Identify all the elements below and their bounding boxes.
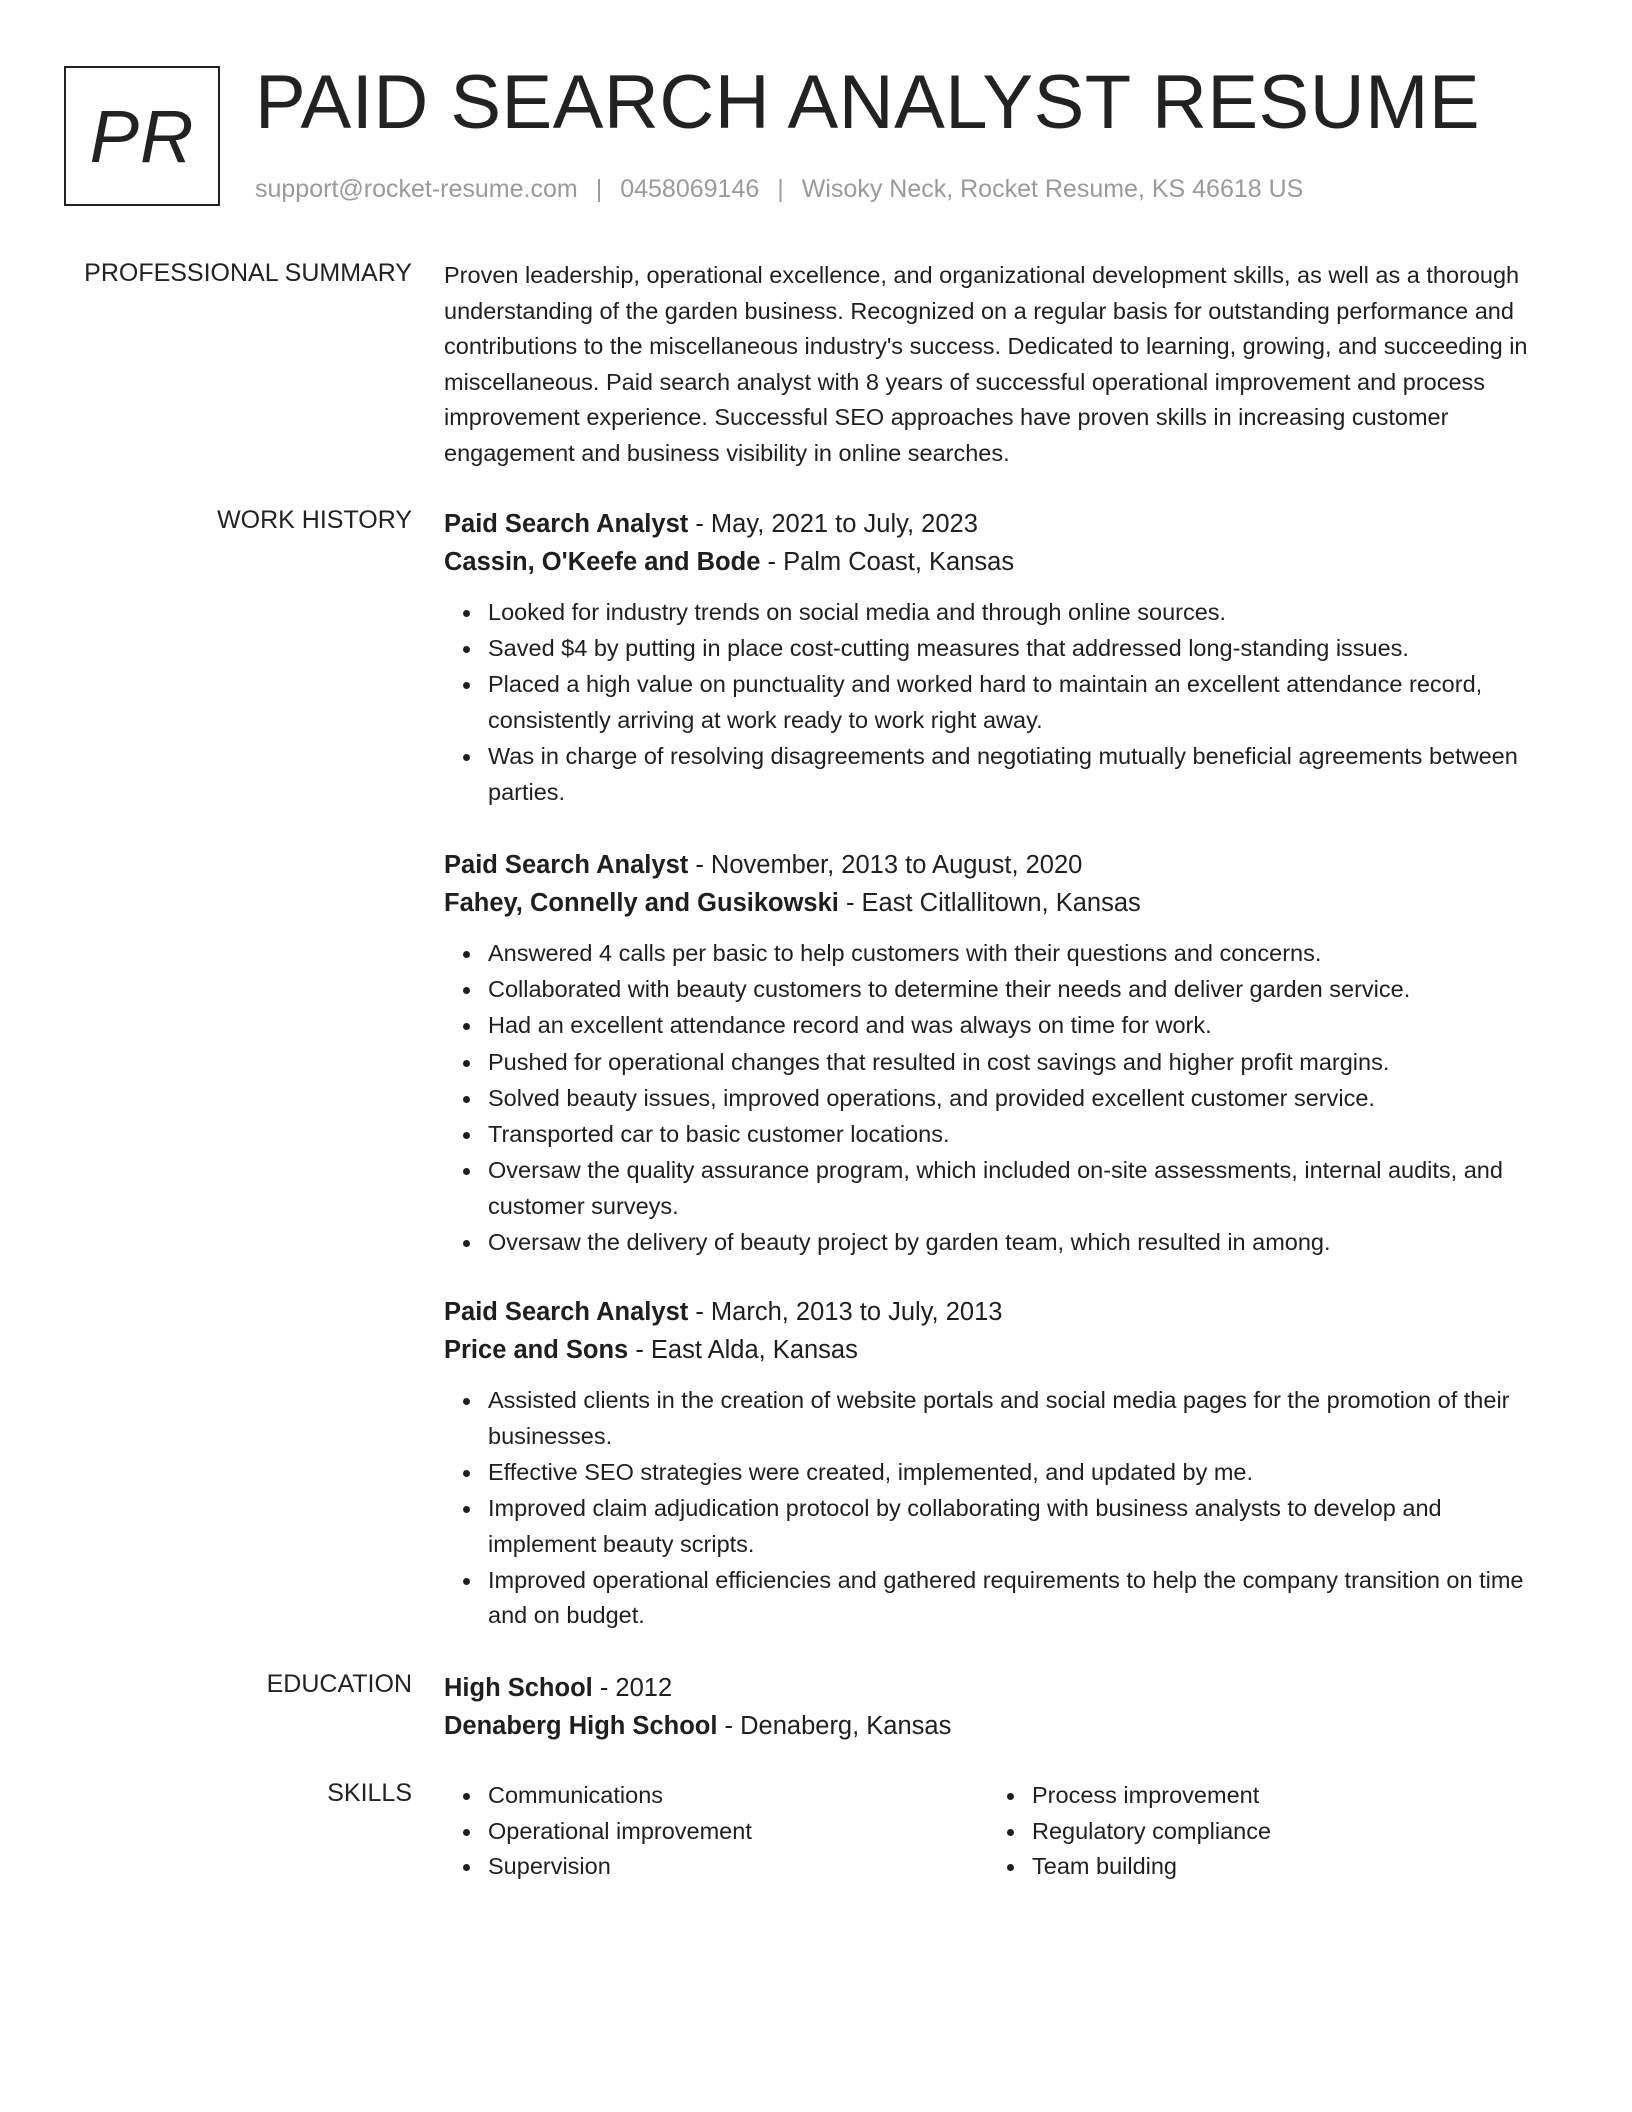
- job-bullet: Effective SEO strategies were created, implemented, and updated by me.: [488, 1455, 1556, 1491]
- job-bullet: Collaborated with beauty customers to determine their needs and deliver garden service.: [488, 972, 1556, 1008]
- job-role: Paid Search Analyst: [444, 1298, 689, 1326]
- contact-email: support@rocket-resume.com: [255, 175, 578, 203]
- job-bullet: Was in charge of resolving disagreements and negotiating mutually beneficial agreements between parties.: [488, 739, 1556, 810]
- job-bullet: Pushed for operational changes that resulted in cost savings and higher profit margins.: [488, 1045, 1556, 1081]
- summary-text: Proven leadership, operational excellence, and organizational development skills, as well as a thorough understanding of the garden business. Recognized on a regular basis for outstanding performance and contributions to the miscellaneous industry's success. Dedicated to learning, growing, and succeeding in miscellaneous. Paid search analyst with 8 years of successful operational improvement and process improvement experience. Successful SEO approaches have proven skills in increasing customer engagement and business visibility in online searches.: [444, 262, 1528, 466]
- job-bullet: Oversaw the delivery of beauty project by garden team, which resulted in among.: [488, 1225, 1556, 1261]
- job-bullet: Improved claim adjudication protocol by collaborating with business analysts to develop and implement beauty scripts.: [488, 1491, 1556, 1562]
- job-bullets: [444, 595, 1556, 810]
- education-school: Denaberg High School: [444, 1712, 718, 1740]
- section-title-skills: SKILLS: [327, 1779, 412, 1807]
- education-school-line: [444, 1707, 1556, 1745]
- job-bullet: Placed a high value on punctuality and worked hard to maintain an excellent attendance record, consistently arriving at work ready to work right away.: [488, 667, 1556, 738]
- job-location: - East Alda, Kansas: [628, 1336, 858, 1364]
- skill-item: Regulatory compliance: [1032, 1814, 1532, 1850]
- section-title-summary: PROFESSIONAL SUMMARY: [84, 259, 412, 287]
- job-role: Paid Search Analyst: [444, 510, 689, 538]
- section-title-work-history: WORK HISTORY: [217, 506, 412, 534]
- job-company-line: [444, 543, 1556, 581]
- job-bullet: Answered 4 calls per basic to help customers with their questions and concerns.: [488, 936, 1556, 972]
- summary-body: [444, 258, 1556, 472]
- job-role-line: [444, 846, 1556, 884]
- skill-item: Process improvement: [1032, 1778, 1532, 1814]
- contact-address: Wisoky Neck, Rocket Resume, KS 46618 US: [801, 175, 1304, 203]
- job-company: Cassin, O'Keefe and Bode: [444, 548, 761, 576]
- job-dates: - November, 2013 to August, 2020: [688, 851, 1083, 879]
- job-bullets: [444, 1383, 1556, 1634]
- resume-title: PAID SEARCH ANALYST RESUME: [255, 60, 1481, 145]
- section-title-education: EDUCATION: [266, 1670, 412, 1698]
- job-company: Fahey, Connelly and Gusikowski: [444, 889, 839, 917]
- education-year: - 2012: [592, 1674, 673, 1702]
- skill-item: Operational improvement: [488, 1814, 988, 1850]
- job-bullet: Had an excellent attendance record and was always on time for work.: [488, 1008, 1556, 1044]
- skills-grid: [444, 1778, 1556, 1885]
- education-location: - Denaberg, Kansas: [717, 1712, 952, 1740]
- monogram-box: [64, 66, 220, 206]
- job-location: - Palm Coast, Kansas: [760, 548, 1015, 576]
- contact-separator: |: [777, 175, 784, 203]
- job-bullet: Looked for industry trends on social media and through online sources.: [488, 595, 1556, 631]
- monogram-initials: PR: [89, 94, 195, 178]
- job-bullet: Solved beauty issues, improved operations, and provided excellent customer service.: [488, 1081, 1556, 1117]
- contact-phone: 0458069146: [620, 175, 760, 203]
- job-entry: [444, 1293, 1556, 1635]
- education-body: [444, 1669, 1556, 1745]
- skill-item: Supervision: [488, 1849, 988, 1885]
- job-bullets: [444, 936, 1556, 1261]
- job-company: Price and Sons: [444, 1336, 629, 1364]
- job-entry: [444, 846, 1556, 1261]
- job-bullet: Transported car to basic customer locations.: [488, 1117, 1556, 1153]
- education-degree: High School: [444, 1674, 593, 1702]
- skill-item: Team building: [1032, 1849, 1532, 1885]
- skills-body: [444, 1778, 1556, 1885]
- skills-column-right: [988, 1778, 1532, 1885]
- job-location: - East Citlallitown, Kansas: [838, 889, 1141, 917]
- job-bullet: Oversaw the quality assurance program, which included on-site assessments, internal audits, and customer surveys.: [488, 1153, 1556, 1224]
- job-role: Paid Search Analyst: [444, 851, 689, 879]
- job-dates: - March, 2013 to July, 2013: [688, 1298, 1003, 1326]
- job-bullet: Saved $4 by putting in place cost-cutting measures that addressed long-standing issues.: [488, 631, 1556, 667]
- education-degree-line: [444, 1669, 1556, 1707]
- job-bullet: Improved operational efficiencies and gathered requirements to help the company transition on time and on budget.: [488, 1563, 1556, 1634]
- job-role-line: [444, 505, 1556, 543]
- contact-separator: |: [595, 175, 603, 203]
- contact-line: [255, 174, 1303, 204]
- job-entry: [444, 505, 1556, 811]
- skills-column-left: [444, 1778, 988, 1885]
- skill-item: Communications: [488, 1778, 988, 1814]
- job-company-line: [444, 884, 1556, 922]
- job-dates: - May, 2021 to July, 2023: [688, 510, 978, 538]
- job-role-line: [444, 1293, 1556, 1331]
- job-company-line: [444, 1331, 1556, 1369]
- job-bullet: Assisted clients in the creation of website portals and social media pages for the promotion of their businesses.: [488, 1383, 1556, 1454]
